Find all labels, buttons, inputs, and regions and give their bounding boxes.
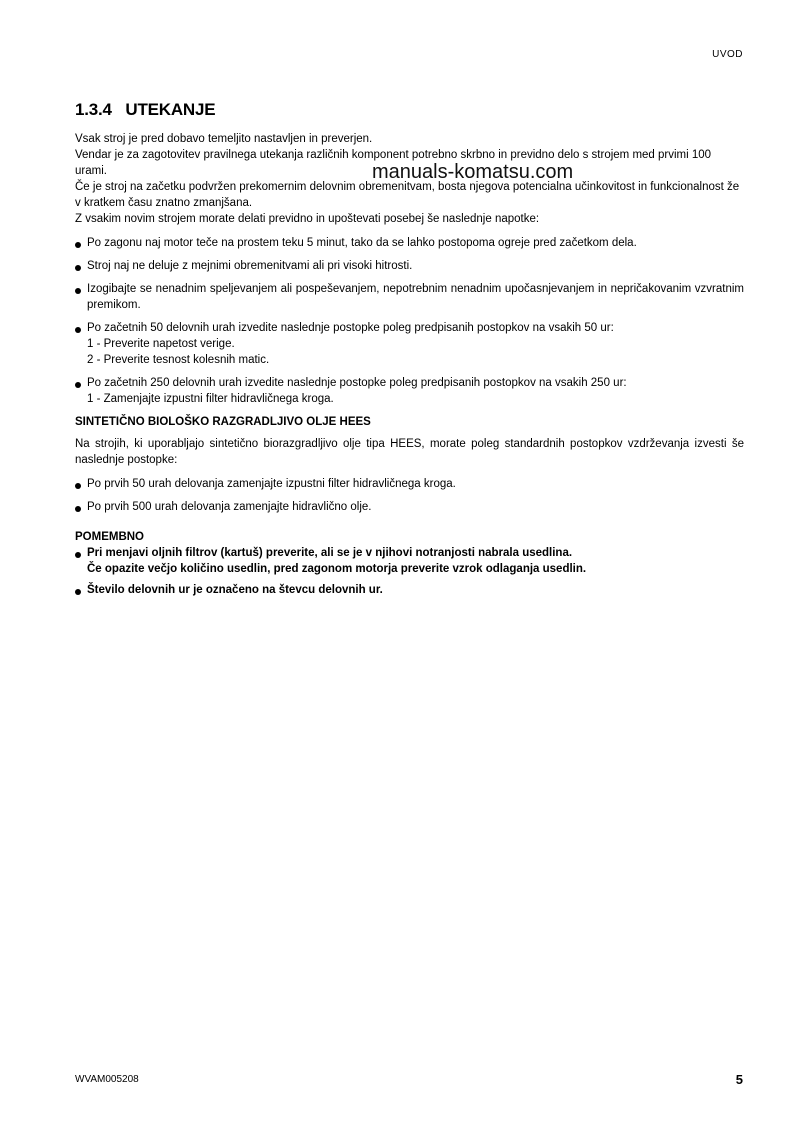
list-item-subtext: Če opazite večjo količino usedlin, pred zagonom motorja preverite vzrok odlaganja usedlin. [87,563,587,575]
list-item-text: Po prvih 500 urah delovanja zamenjajte hidravlično olje. [87,501,372,513]
bullet-icon [75,288,81,294]
list-item-text: Po zagonu naj motor teče na prostem teku 5 minut, tako da se lahko postopoma ogreje pred začetkom dela. [87,237,637,249]
watermark: manuals-komatsu.com [372,161,574,183]
important-list [75,545,744,598]
list-item-text: Izogibajte se nenadnim speljevanjem ali pospeševanjem, nepotrebnim nenadnim upočasnjevanjem in nepričakovanim vzvratnim premikom. [87,283,744,311]
list-item [75,545,744,577]
hees-list [75,476,744,515]
intro-line-1: Vsak stroj je pred dobavo temeljito nastavljen in preverjen. [75,133,373,145]
header-section-label: UVOD [712,49,743,60]
bullet-icon [75,242,81,248]
hees-intro: Na strojih, ki uporabljajo sintetično biorazgradljivo olje tipa HEES, morate poleg standardnih postopkov vzdrževanja izvesti še naslednje postopke: [75,438,744,466]
list-item [75,499,744,515]
bullet-icon [75,327,81,333]
list-item [75,375,744,407]
main-content [75,131,744,603]
sub-step: 1 - Preverite napetost verige. [87,338,235,350]
list-item-text: Število delovnih ur je označeno na števcu delovnih ur. [87,584,383,596]
intro-line-2: Vendar je za zagotovitev pravilnega utekanja različnih komponent potrebno skrbno in previdno delo s strojem med prvimi 100 urami. [75,149,712,177]
sub-step: 1 - Zamenjajte izpustni filter hidravličnega kroga. [87,393,334,405]
bullet-icon [75,382,81,388]
list-item [75,258,744,274]
break-in-list [75,235,744,407]
bullet-icon [75,265,81,271]
page-number: 5 [735,1072,743,1087]
bullet-icon [75,552,81,558]
list-item [75,476,744,492]
bullet-icon [75,483,81,489]
important-heading: POMEMBNO [75,531,144,543]
list-item-text: Po začetnih 250 delovnih urah izvedite naslednje postopke poleg predpisanih postopkov na vsakih 250 ur: [87,377,627,389]
important-notice [75,529,744,598]
list-item-text: Pri menjavi oljnih filtrov (kartuš) preverite, ali se je v njihovi notranjosti nabrala usedlina. [87,547,573,559]
bullet-icon [75,589,81,595]
list-item [75,281,744,313]
list-item-text: Stroj naj ne deluje z mejnimi obremenitvami ali pri visoki hitrosti. [87,260,413,272]
bullet-icon [75,506,81,512]
sub-step: 2 - Preverite tesnost kolesnih matic. [87,354,270,366]
intro-line-4: Z vsakim novim strojem morate delati previdno in upoštevati posebej še naslednje napotke: [75,213,540,225]
list-item [75,235,744,251]
list-item [75,320,744,368]
section-title: 1.3.4 UTEKANJE [75,100,216,119]
list-item-text: Po začetnih 50 delovnih urah izvedite naslednje postopke poleg predpisanih postopkov na vsakih 50 ur: [87,322,614,334]
list-item [75,582,744,598]
list-item-text: Po prvih 50 urah delovanja zamenjajte izpustni filter hidravličnega kroga. [87,478,456,490]
intro-line-3: Če je stroj na začetku podvržen prekomernim delovnim obremenitvam, bosta njegova potencialna učinkovitost in funkcionalnost že v kratkem času znatno zmanjšana. [75,181,740,209]
hees-heading: SINTETIČNO BIOLOŠKO RAZGRADLJIVO OLJE HEES [75,416,371,428]
document-code: WVAM005208 [75,1074,139,1085]
